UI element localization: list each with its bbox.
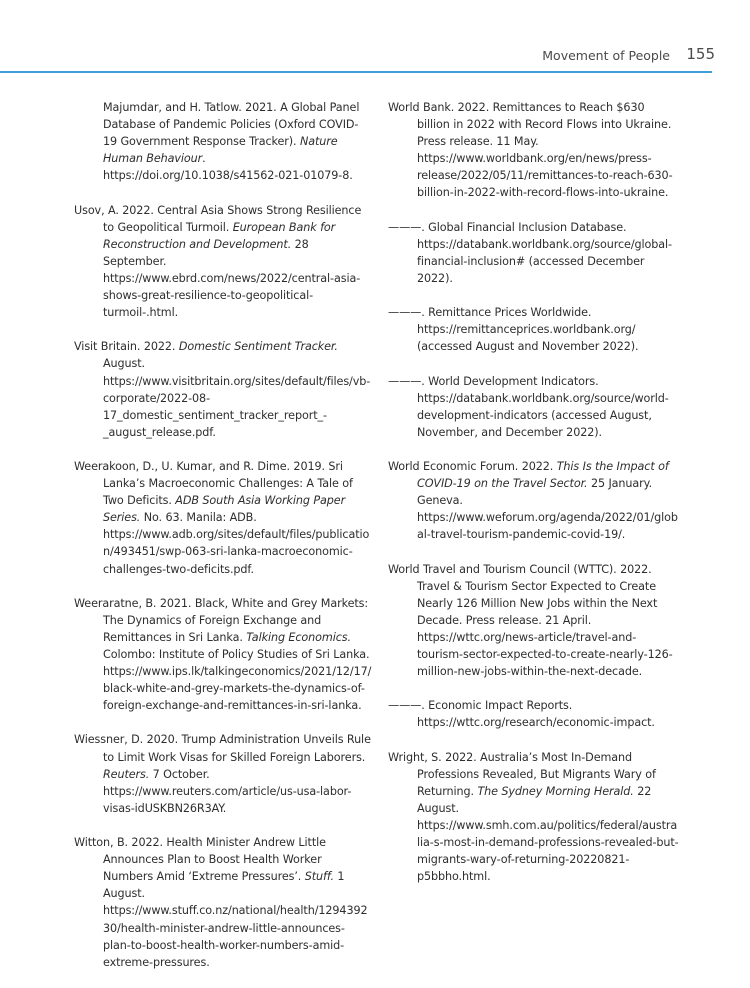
reference-text: Witton, B. 2022. Health Minister Andrew Little Announces Plan to Boost Health Worker Numbers Amid ‘Extreme Pressures’. <box>74 836 326 884</box>
reference-text: Visit Britain. 2022. <box>74 340 179 354</box>
reference-entry <box>388 561 680 681</box>
reference-entry <box>388 749 680 886</box>
reference-details: . https://doi.org/10.1038/s41562-021-01079-8. <box>103 152 353 183</box>
reference-entry <box>74 595 372 715</box>
header-rule <box>0 71 712 73</box>
reference-text: Wiessner, D. 2020. Trump Administration Unveils Rule to Limit Work Visas for Skilled Foreign Laborers. <box>74 733 371 764</box>
reference-details: 25 January. Geneva. https://www.weforum.org/agenda/2022/01/global-travel-tourism-pandemic-covid-19/. <box>417 477 678 542</box>
reference-source-title: Domestic Sentiment Tracker. <box>178 340 338 354</box>
reference-entry <box>74 338 372 441</box>
reference-details: 22 August. https://www.smh.com.au/politics/federal/australia-s-most-in-demand-professions-revealed-but-migrants-wary-of-returning-20220821-p5bbho.html. <box>417 784 679 884</box>
reference-text: Majumdar, and H. Tatlow. 2021. A Global Panel Database of Pandemic Policies (Oxford COVID-19 Government Response Tracker). <box>103 101 360 149</box>
reference-entry <box>388 219 680 287</box>
reference-entry <box>388 458 680 543</box>
reference-text: ———. World Development Indicators. https://databank.worldbank.org/source/world-development-indicators (accessed August, November, and December 2022). <box>388 374 669 439</box>
reference-text: ———. Global Financial Inclusion Database. https://databank.worldbank.org/source/global-financial-inclusion# (accessed December 2022). <box>388 220 672 285</box>
reference-text: Wright, S. 2022. Australia’s Most In-Demand Professions Revealed, But Migrants Wary of Returning. <box>388 750 656 798</box>
references-left-column <box>74 99 372 988</box>
reference-source-title: Reuters. <box>103 767 150 781</box>
reference-text: World Travel and Tourism Council (WTTC). 2022. Travel & Tourism Sector Expected to Create Nearly 126 Million New Jobs within the Next Decade. Press release. 21 April. https://wttc.org/news-article/travel-and-tourism-sector-expected-to-create-nearly-126-million-new-jobs-within-the-next-decade. <box>388 562 673 679</box>
reference-details: 28 September. https://www.ebrd.com/news/2022/central-asia-shows-great-resilience-to-geopolitical-turmoil-.html. <box>103 237 361 320</box>
reference-entry <box>388 99 680 202</box>
references-right-column <box>388 99 680 902</box>
reference-source-title: Nature Human Behaviour <box>103 135 338 166</box>
reference-entry <box>74 731 372 816</box>
reference-entry <box>388 373 680 441</box>
reference-details: Colombo: Institute of Policy Studies of Sri Lanka. https://www.ips.lk/talkingeconomics/2021/12/17/black-white-and-grey-markets-the-dynamics-of-foreign-exchange-and-remittances-in-sri-lanka. <box>103 648 372 713</box>
reference-entry <box>74 202 372 322</box>
reference-details: 1 August. https://www.stuff.co.nz/national/health/129439230/health-minister-andrew-little-announces-plan-to-boost-health-worker-numbers-amid-extreme-pressures. <box>103 870 368 969</box>
reference-source-title: Stuff. <box>304 870 334 884</box>
reference-source-title: This Is the Impact of COVID-19 on the Travel Sector. <box>417 459 669 491</box>
reference-source-title: The Sydney Morning Herald. <box>477 784 634 798</box>
reference-text: ———. Economic Impact Reports. https://wttc.org/research/economic-impact. <box>388 699 655 730</box>
reference-text: Weeraratne, B. 2021. Black, White and Grey Markets: The Dynamics of Foreign Exchange and Remittances in Sri Lanka. <box>74 596 369 644</box>
running-header <box>0 0 750 74</box>
reference-text: ———. Remittance Prices Worldwide. https://remittanceprices.worldbank.org/ (accessed August and November 2022). <box>388 306 639 354</box>
reference-details: 7 October. https://www.reuters.com/article/us-usa-labor-visas-idUSKBN26R3AY. <box>103 767 352 815</box>
reference-text: Usov, A. 2022. Central Asia Shows Strong Resilience to Geopolitical Turmoil. <box>74 203 362 234</box>
reference-source-title: ADB South Asia Working Paper Series. <box>103 494 346 525</box>
reference-source-title: European Bank for Reconstruction and Development. <box>103 220 336 251</box>
reference-entry <box>388 697 680 731</box>
reference-text: World Bank. 2022. Remittances to Reach $630 billion in 2022 with Record Flows into Ukraine. Press release. 11 May. https://www.worldbank.org/en/news/press-release/2022/05/11/remittances-to-reach-630-billion-in-2022-with-record-flows-into-ukraine. <box>388 101 673 200</box>
reference-details: No. 63. Manila: ADB. https://www.adb.org/sites/default/files/publication/493451/swp-063-sri-lanka-macroeconomic-challenges-two-deficits.pdf. <box>103 511 370 576</box>
running-header-title: Movement of People <box>542 48 670 63</box>
page-number: 155 <box>686 45 715 63</box>
reference-entry <box>74 458 372 578</box>
reference-text: Weerakoon, D., U. Kumar, and R. Dime. 2019. Sri Lanka’s Macroeconomic Challenges: A Tale of Two Deficits. <box>74 459 353 508</box>
reference-details: August. https://www.visitbritain.org/sites/default/files/vb-corporate/2022-08-17_domestic_sentiment_tracker_report_-_august_release.pdf. <box>103 357 371 439</box>
reference-entry <box>74 834 372 971</box>
reference-entry <box>388 304 680 355</box>
reference-entry <box>74 99 372 184</box>
reference-text: World Economic Forum. 2022. <box>388 459 557 473</box>
reference-source-title: Talking Economics. <box>246 630 351 644</box>
